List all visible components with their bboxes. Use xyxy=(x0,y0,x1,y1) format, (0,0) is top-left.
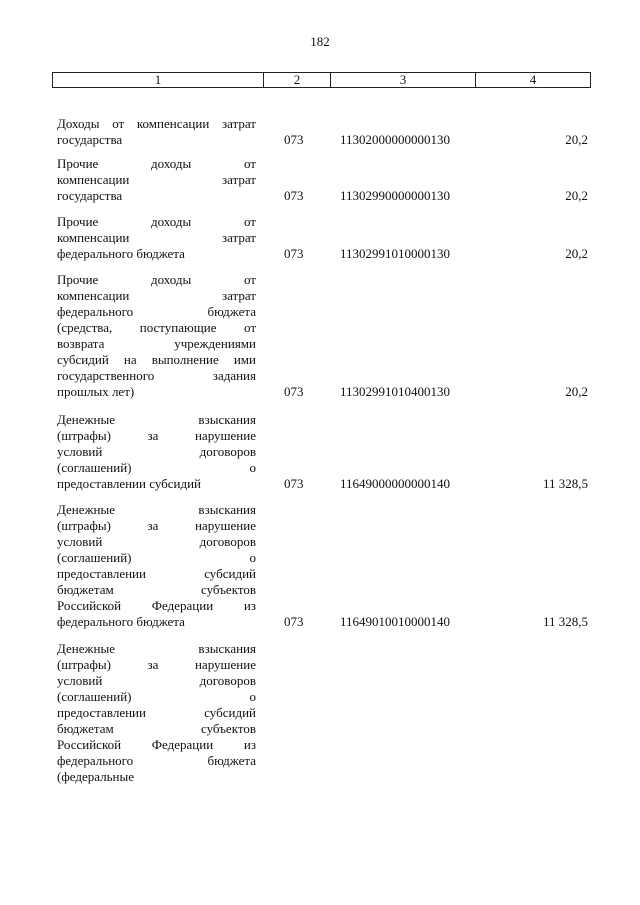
row-description xyxy=(57,156,256,204)
description-line: субсидий на выполнение ими xyxy=(57,352,256,367)
description-line: (соглашений) о xyxy=(57,550,256,565)
row-budget-code: 11302000000000130 xyxy=(340,132,451,147)
description-line: (штрафы) за нарушение xyxy=(57,657,256,672)
description-line: государственного задания xyxy=(57,368,256,383)
row-description xyxy=(57,214,256,262)
column-header-4: 4 xyxy=(476,73,591,88)
row-admin-code: 073 xyxy=(284,188,304,203)
description-line: (штрафы) за нарушение xyxy=(57,518,256,533)
row-budget-code: 11302991010400130 xyxy=(340,384,451,399)
description-line: (штрафы) за нарушение xyxy=(57,428,256,443)
description-line: предоставлении субсидий xyxy=(57,476,202,491)
table-row xyxy=(0,272,640,400)
description-line: Прочие доходы от xyxy=(57,272,256,287)
description-line: Российской Федерации из xyxy=(57,598,256,613)
description-line: (средства, поступающие от xyxy=(57,320,256,335)
row-amount: 20,2 xyxy=(565,246,588,261)
row-description xyxy=(57,116,256,148)
description-line: (федеральные xyxy=(57,769,134,784)
column-header-3: 3 xyxy=(331,73,476,88)
description-line: бюджетам субъектов xyxy=(57,582,256,597)
table-header xyxy=(52,72,591,88)
page-number: 182 xyxy=(310,34,330,49)
description-line: компенсации затрат xyxy=(57,230,256,245)
description-line: Доходы от компенсации затрат xyxy=(57,116,256,131)
row-admin-code: 073 xyxy=(284,614,304,629)
description-line: предоставлении субсидий xyxy=(57,566,256,581)
description-line: компенсации затрат xyxy=(57,288,256,303)
row-admin-code: 073 xyxy=(284,384,304,399)
row-description xyxy=(57,641,256,785)
table-row xyxy=(0,502,640,630)
description-line: Прочие доходы от xyxy=(57,214,256,229)
table-row xyxy=(0,214,640,262)
column-header-1: 1 xyxy=(53,73,264,88)
description-line: бюджетам субъектов xyxy=(57,721,256,736)
table-row xyxy=(0,641,640,785)
row-description xyxy=(57,412,256,492)
row-amount: 20,2 xyxy=(565,384,588,399)
row-description xyxy=(57,272,256,400)
table-row xyxy=(0,412,640,492)
row-budget-code: 11302990000000130 xyxy=(340,188,451,203)
row-budget-code: 11649000000000140 xyxy=(340,476,451,491)
row-budget-code: 11302991010000130 xyxy=(340,246,451,261)
column-header-2: 2 xyxy=(264,73,331,88)
table-row xyxy=(0,156,640,204)
description-line: федерального бюджета xyxy=(57,614,185,629)
description-line: возврата учреждениями xyxy=(57,336,256,351)
row-amount: 11 328,5 xyxy=(542,476,588,491)
description-line: Денежные взыскания xyxy=(57,412,256,427)
row-admin-code: 073 xyxy=(284,476,304,491)
row-amount: 20,2 xyxy=(565,132,588,147)
description-line: Денежные взыскания xyxy=(57,502,256,517)
row-amount: 20,2 xyxy=(565,188,588,203)
description-line: государства xyxy=(57,188,123,203)
description-line: компенсации затрат xyxy=(57,172,256,187)
description-line: прошлых лет) xyxy=(57,384,135,399)
row-budget-code: 11649010010000140 xyxy=(340,614,451,629)
description-line: условий договоров xyxy=(57,673,256,688)
description-line: Российской Федерации из xyxy=(57,737,256,752)
table-body xyxy=(0,116,640,793)
description-line: федерального бюджета xyxy=(57,246,185,261)
description-line: предоставлении субсидий xyxy=(57,705,256,720)
description-line: Денежные взыскания xyxy=(57,641,256,656)
description-line: (соглашений) о xyxy=(57,460,256,475)
row-admin-code: 073 xyxy=(284,132,304,147)
description-line: условий договоров xyxy=(57,534,256,549)
row-description xyxy=(57,502,256,630)
description-line: федерального бюджета xyxy=(57,304,256,319)
description-line: (соглашений) о xyxy=(57,689,256,704)
description-line: Прочие доходы от xyxy=(57,156,256,171)
description-line: государства xyxy=(57,132,123,147)
row-amount: 11 328,5 xyxy=(542,614,588,629)
description-line: условий договоров xyxy=(57,444,256,459)
table-row xyxy=(0,116,640,148)
row-admin-code: 073 xyxy=(284,246,304,261)
description-line: федерального бюджета xyxy=(57,753,256,768)
